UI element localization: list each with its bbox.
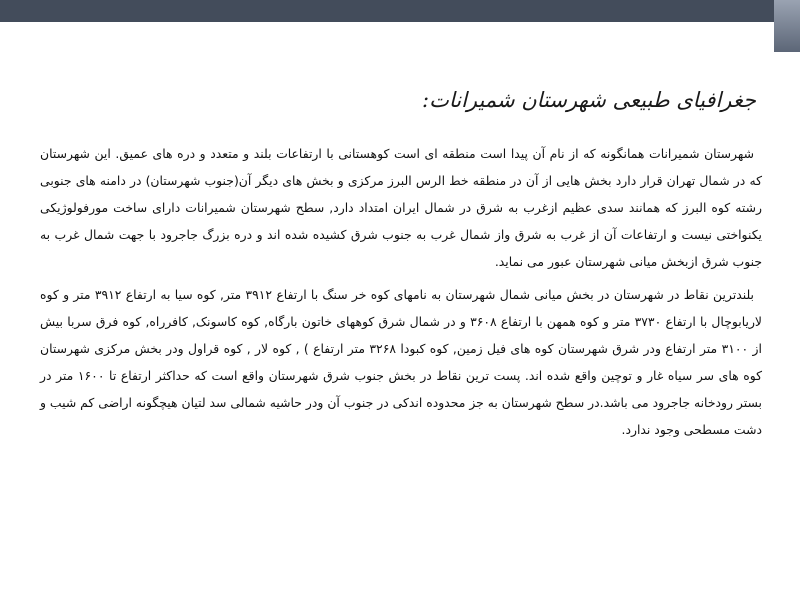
slide-title: جغرافیای طبیعی شهرستان شمیرانات: bbox=[422, 88, 756, 112]
body-paragraph-2: بلندترین نقاط در شهرستان در بخش میانی شمال شهرستان به نامهای کوه خر سنگ با ارتفاع ۳۹۱۲ متر, کوه سیا به ارتفاع ۳۹۱۲ متر و کوه لاریابوچال با ارتفاع ۳۷۳۰ متر و کوه همهن با ارتفاع ۳۶۰۸ و در شمال شرق کوههای خاتون بارگاه, کوه کاسونک, کافرراه, کوه فرق سربا بیش از ۳۱۰۰ متر ارتفاع ودر شرق شهرستان کوه های فیل زمین, کوه کبودا ۳۲۶۸ متر ارتفاع ) , کوه لار , کوه قراول ودر بخش مرکزی شهرستان کوه های سر سیاه غار و توچین واقع شده اند. پست ترین نقاط در بخش جنوب شرق شهرستان واقع است که حداکثر ارتفاع تا ۱۶۰۰ متر در بستر رودخانه جاجرود می باشد.در سطح شهرستان به جز محدوده اندکی در جنوب آن ودر حاشیه شمالی سد لتیان هیچگونه اراضی کم شیب و دشت مسطحی وجود ندارد. bbox=[40, 287, 762, 437]
header-bar bbox=[0, 0, 800, 22]
header-accent-block bbox=[774, 0, 800, 52]
body-paragraph-1: شهرستان شمیرانات همانگونه که از نام آن پیدا است منطقه ای است کوهستانی با ارتفاعات بلند و متعدد و دره های عمیق. این شهرستان که در شمال تهران قرار دارد بخش هایی از آن در منطقه خط الرس البرز مرکزی و بخش های دیگر آن(جنوب شهرستان) در دامنه های جنوبی رشته کوه البرز که همانند سدی عظیم ازغرب به شرق در شمال ایران امتداد دارد, سطح شهرستان شمیرانات دارای ساخت مورفولوژیکی یکنواختی نیست و ارتفاعات آن از غرب به شرق واز شمال غرب به جنوب شرق کشیده شده اند و دره بزرگ جاجرود با جهت شمال غرب به جنوب شرق ازبخش میانی شهرستان عبور می نماید. bbox=[40, 146, 762, 269]
slide-body bbox=[40, 140, 762, 443]
